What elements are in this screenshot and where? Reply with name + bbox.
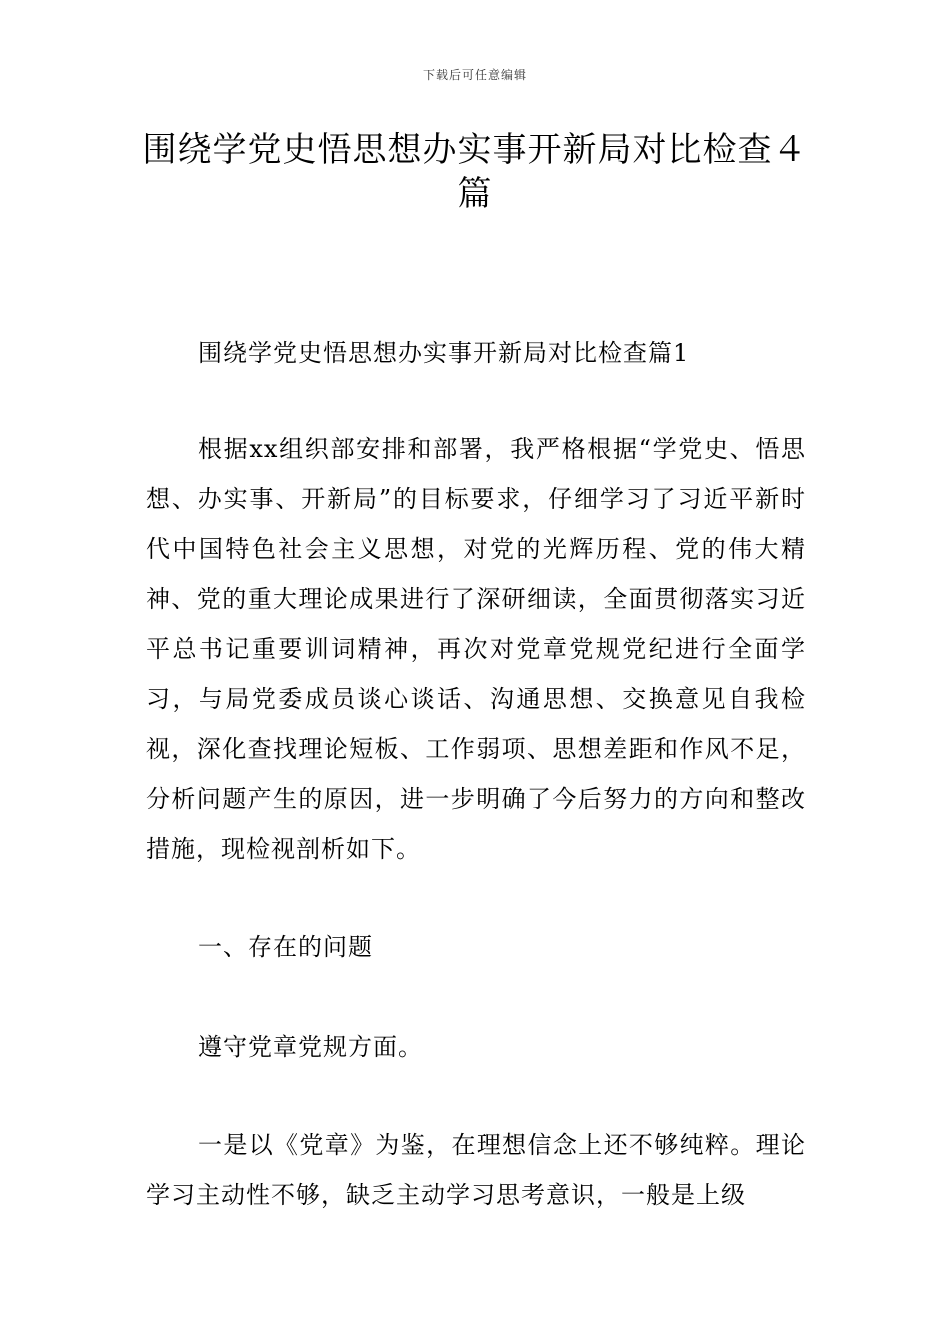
subheading-problems: 一、存在的问题	[198, 933, 373, 961]
paragraph-point-one: 一是以《党章》为鉴，在理想信念上还不够纯粹。理论学习主动性不够，缺乏主动学习思考意识，一般是上级	[146, 1131, 806, 1209]
subheading-party-rules: 遵守党章党规方面。	[198, 1033, 423, 1061]
section-heading: 围绕学党史悟思想办实事开新局对比检查篇1	[198, 339, 690, 367]
paragraph-intro: 根据xx组织部安排和部署，我严格根据“学党史、悟思想、办实事、开新局”的目标要求，仔细学习了习近平新时代中国特色社会主义思想，对党的光辉历程、党的伟大精神、党的重大理论成果进行了深研细读，全面贯彻落实习近平总书记重要训词精神，再次对党章党规党纪进行全面学习，与局党委成员谈心谈话、沟通思想、交换意见自我检视，深化查找理论短板、工作弱项、思想差距和作风不足，分析问题产生的原因，进一步明确了今后努力的方向和整改措施，现检视剖析如下。	[146, 435, 806, 863]
download-note: 下载后可任意编辑	[422, 68, 527, 82]
document-title: 围绕学党史悟思想办实事开新局对比检查４篇	[142, 130, 808, 214]
